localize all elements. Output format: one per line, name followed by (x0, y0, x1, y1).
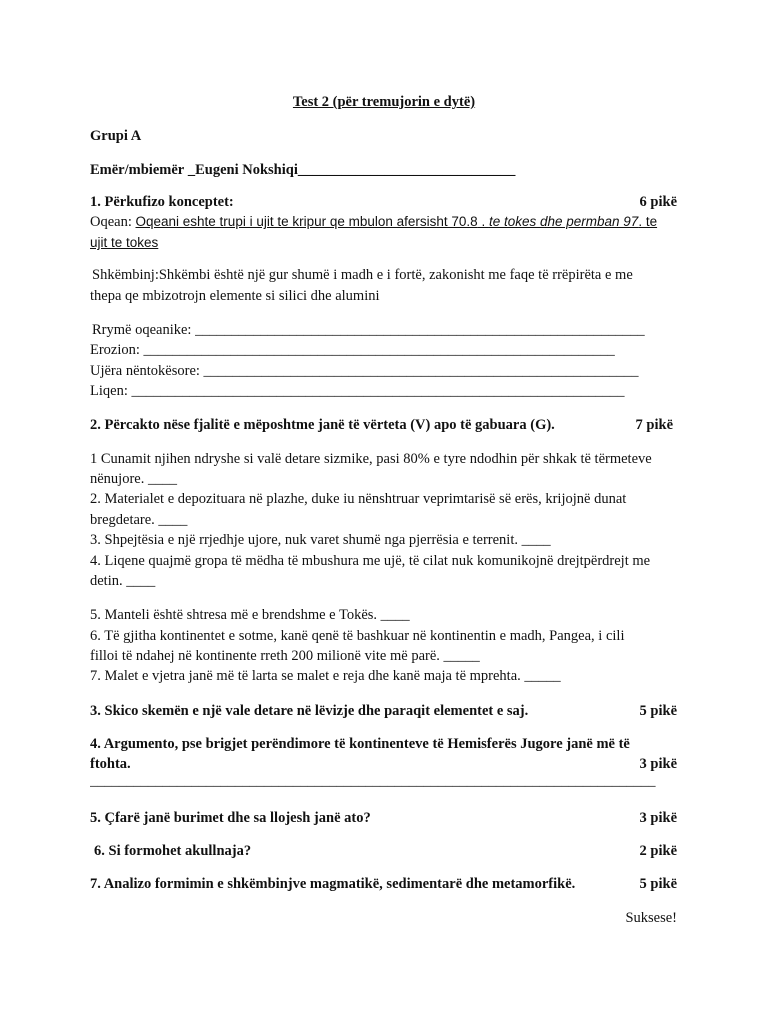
shkembinj-line1: Shkëmbinj:Shkëmbi është një gur shumë i madh e i fortë, zakonisht me faqe të rrëpirëta e me (92, 267, 633, 283)
q4-points: 3 pikë (639, 756, 677, 772)
q2-points: 7 pikë (635, 417, 673, 433)
oqean-def-part2: . (477, 214, 489, 229)
q2-statement-line: 5. Manteli është shtresa më e brendshme e Tokës. ____ (90, 607, 410, 623)
oqean-def-part1: Oqeani eshte trupi i ujit te kripur qe mbulon afersisht 70.8 (135, 214, 478, 229)
q2-statement-line: 7. Malet e vjetra janë më të larta se malet e reja dhe kanë maja të mprehta. _____ (90, 668, 561, 684)
q2-statement-line: filloi të ndahej në kontinente rreth 200 milionë vite më parë. _____ (90, 648, 480, 664)
page-title: Test 2 (për tremujorin e dytë) (292, 94, 476, 110)
q2-statement-line: bregdetare. ____ (90, 512, 188, 528)
name-value: _Eugeni Nokshiqi______________________________ (187, 162, 516, 178)
q1-oqean-line1 (90, 214, 657, 231)
q2-heading: 2. Përcakto nëse fjalitë e mëposhtme janë të vërteta (V) apo të gabuara (G). (90, 417, 555, 433)
blank-liqen[interactable]: Liqen: ____________________________________________________________________ (90, 383, 625, 399)
blank-ujera[interactable]: Ujëra nëntokësore: ____________________________________________________________ (90, 363, 639, 379)
oqean-label: Oqean: (90, 214, 136, 230)
q6-text: 6. Si formohet akullnaja? (94, 843, 252, 859)
q5-text: 5. Çfarë janë burimet dhe sa llojesh janë ato? (90, 810, 371, 826)
q4-answer-line[interactable]: ______________________________________________________________________________ (90, 773, 656, 789)
q2-statement-line: nënujore. ____ (90, 471, 177, 487)
shkembinj-line2: thepa qe mbizotrojn elemente si silici dhe alumini (90, 288, 380, 304)
q2-statement-line: 3. Shpejtësia e një rrjedhje ujore, nuk varet shumë nga pjerrësia e terrenit. ____ (90, 532, 551, 548)
oqean-def-part3: te tokes dhe permban 97 (488, 214, 639, 229)
q2-statement-line: 1 Cunamit njihen ndryshe si valë detare sizmike, pasi 80% e tyre ndodhin për shkak të tërmeteve (90, 451, 652, 467)
q7-text: 7. Analizo formimin e shkëmbinjve magmatikë, sedimentarë dhe metamorfikë. (90, 876, 576, 892)
name-line[interactable] (90, 162, 515, 179)
name-label: Emër/mbiemër (90, 162, 185, 178)
q7-points: 5 pikë (639, 876, 677, 892)
q3-text: 3. Skico skemën e një vale detare në lëvizje dhe paraqit elementet e saj. (90, 703, 529, 719)
closing-text: Suksese! (625, 910, 677, 926)
blank-erozion[interactable]: Erozion: _________________________________________________________________ (90, 342, 615, 358)
oqean-def-part4: . te (638, 214, 658, 229)
group-label: Grupi A (90, 128, 142, 144)
q4-line1: 4. Argumento, pse brigjet perëndimore të kontinenteve të Hemisferës Jugore janë më të (90, 736, 630, 752)
oqean-def-line2: ujit te tokes (90, 235, 159, 250)
q1-points: 6 pikë (639, 194, 677, 210)
q4-line2: ftohta. (90, 756, 131, 772)
q5-points: 3 pikë (639, 810, 677, 826)
q2-statement-line: detin. ____ (90, 573, 156, 589)
q2-statement-line: 6. Të gjitha kontinentet e sotme, kanë qenë të bashkuar në kontinentin e madh, Pangea, i cili (90, 628, 625, 644)
blank-rryme[interactable]: Rrymë oqeanike: ______________________________________________________________ (92, 322, 645, 338)
q1-heading: 1. Përkufizo konceptet: (90, 194, 234, 210)
q3-points: 5 pikë (639, 703, 677, 719)
q2-statement-line: 4. Liqene quajmë gropa të mëdha të mbushura me ujë, të cilat nuk komunikojnë drejtpërdrejt me (90, 553, 651, 569)
q2-statement-line: 2. Materialet e depozituara në plazhe, duke iu nënshtruar veprimtarisë së erës, krijojnë dunat (90, 491, 627, 507)
q6-points: 2 pikë (639, 843, 677, 859)
